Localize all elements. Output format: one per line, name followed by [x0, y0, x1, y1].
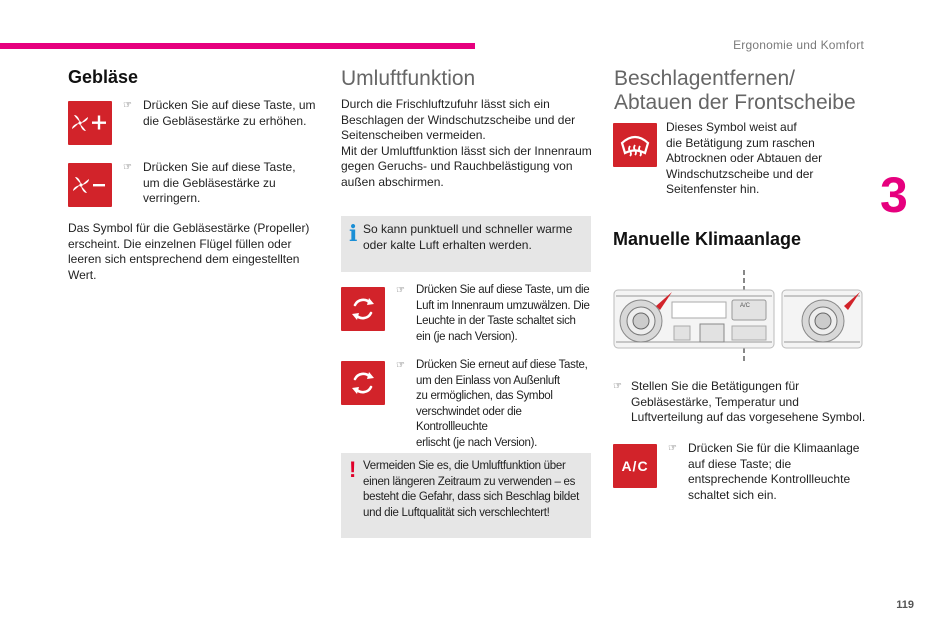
text-line: Seitenscheiben vermeiden. — [341, 128, 486, 142]
text-line: Luft im Innenraum umzuwälzen. Die — [416, 299, 590, 312]
demist-button-image — [613, 123, 657, 167]
text-line: Stellen Sie die Betätigungen für — [631, 379, 800, 393]
text-line: Drücken Sie erneut auf diese Taste, — [416, 359, 588, 371]
text-line: Abtrocknen oder Abtauen der — [666, 151, 823, 165]
text-line: Leuchte in der Taste schaltet sich — [416, 315, 576, 327]
recirculation-button-image-2 — [341, 361, 385, 405]
info-icon: i — [349, 221, 358, 247]
blower-description — [68, 221, 318, 283]
text-line: Seitenfenster hin. — [666, 182, 760, 196]
panel-ac-label: A/C — [740, 303, 751, 309]
header-accent-bar — [0, 43, 475, 49]
text-line: schaltet sich ein. — [688, 487, 777, 502]
ac-button-image — [613, 444, 657, 488]
text-line: ein (je nach Version). — [416, 330, 518, 343]
warning-box — [341, 453, 591, 538]
text-line: Beschlagen der Windschutzscheibe und der — [341, 112, 576, 127]
pointing-hand-icon: ☞ — [396, 285, 405, 296]
text-line: Vermeiden Sie es, die Umluftfunktion über — [363, 460, 566, 472]
recirculation-intro — [341, 97, 593, 190]
recirculation-icon — [341, 361, 385, 405]
page-number: 119 — [896, 599, 914, 611]
text-line: gegen Geruchs- und Rauchbelästigung von — [341, 159, 573, 173]
fan-plus-icon — [68, 101, 112, 145]
text-line: Drücken Sie auf diese Taste, um die — [416, 284, 590, 296]
demist-text — [666, 120, 866, 198]
text-line: die Betätigung zum raschen — [666, 135, 815, 150]
ac-icon: A/C — [621, 458, 649, 474]
text-line: zu ermöglichen, das Symbol — [416, 390, 553, 402]
pointing-hand-icon: ☞ — [668, 443, 677, 454]
text-line: auf diese Taste; die — [688, 456, 792, 471]
warning-text — [363, 459, 589, 521]
text-line: besteht die Gefahr, dass sich Beschlag bildet — [363, 491, 580, 503]
title-line: Abtauen der Frontscheibe — [614, 91, 856, 114]
text-line: die Gebläsestärke zu erhöhen. — [143, 113, 307, 128]
text-line: um den Einlass von Außenluft — [416, 374, 560, 387]
text-line: So kann punktuell und schneller warme — [363, 222, 573, 236]
recirculation-button-image — [341, 287, 385, 331]
text-line: und die Luftqualität sich verschlechtert! — [363, 506, 550, 519]
manual-ac-title: Manuelle Klimaanlage — [613, 229, 802, 249]
text-line: verschwindet oder die Kontrollleuchte — [416, 405, 522, 433]
text-line: Drücken Sie auf diese Taste, — [143, 160, 296, 174]
text-line: erscheint. Die einzelnen Flügel füllen oder — [68, 236, 292, 251]
blower-item-decrease — [123, 160, 323, 210]
text-line: Gebläsestärke, Temperatur und — [631, 394, 799, 409]
pointing-hand-icon: ☞ — [396, 360, 405, 371]
fan-minus-button-image — [68, 163, 112, 207]
title-line: Beschlagentfernen/ — [614, 67, 795, 90]
fan-minus-icon — [68, 163, 112, 207]
info-note-box — [341, 216, 591, 272]
pointing-hand-icon: ☞ — [613, 381, 622, 392]
text-line: oder kalte Luft erhalten werden. — [363, 237, 532, 252]
recirculation-icon — [341, 287, 385, 331]
text-line: Wert. — [68, 267, 97, 282]
blower-title: Gebläse — [68, 67, 139, 87]
chapter-number: 3 — [880, 167, 908, 223]
climate-panel-illustration — [612, 270, 864, 362]
text-line: Mit der Umluftfunktion lässt sich der Innenraum — [341, 143, 592, 158]
text-line: Das Symbol für die Gebläsestärke (Propeller) — [68, 221, 310, 235]
recirculation-title: Umluftfunktion — [341, 67, 476, 90]
text-line: entsprechende Kontrollleuchte — [688, 472, 851, 486]
info-note-text — [363, 222, 588, 253]
blower-item-increase — [123, 98, 323, 132]
text-line: erlischt (je nach Version). — [416, 436, 538, 449]
pointing-hand-icon: ☞ — [123, 100, 132, 111]
text-line: leeren sich entsprechend dem eingestellten — [68, 252, 300, 266]
demist-title — [614, 67, 874, 115]
text-line: verringern. — [143, 191, 201, 205]
text-line: außen abschirmen. — [341, 174, 444, 189]
section-label: Ergonomie und Komfort — [733, 38, 864, 52]
windscreen-demist-icon — [613, 123, 657, 167]
text-line: Dieses Symbol weist auf — [666, 120, 797, 134]
text-line: Luftverteilung auf das vorgesehene Symbol. — [631, 410, 866, 424]
text-line: Drücken Sie auf diese Taste, um — [143, 98, 316, 112]
fan-plus-button-image — [68, 101, 112, 145]
pointing-hand-icon: ☞ — [123, 162, 132, 173]
text-line: Drücken Sie für die Klimaanlage — [688, 441, 860, 455]
text-line: um die Gebläsestärke zu — [143, 175, 276, 190]
text-line: Durch die Frischluftzufuhr lässt sich ein — [341, 97, 550, 111]
climate-panel-drawing — [612, 270, 864, 362]
text-line: einen längeren Zeitraum zu verwenden – es — [363, 475, 576, 488]
warning-icon: ! — [349, 457, 357, 482]
text-line: Windschutzscheibe und der — [666, 166, 814, 181]
